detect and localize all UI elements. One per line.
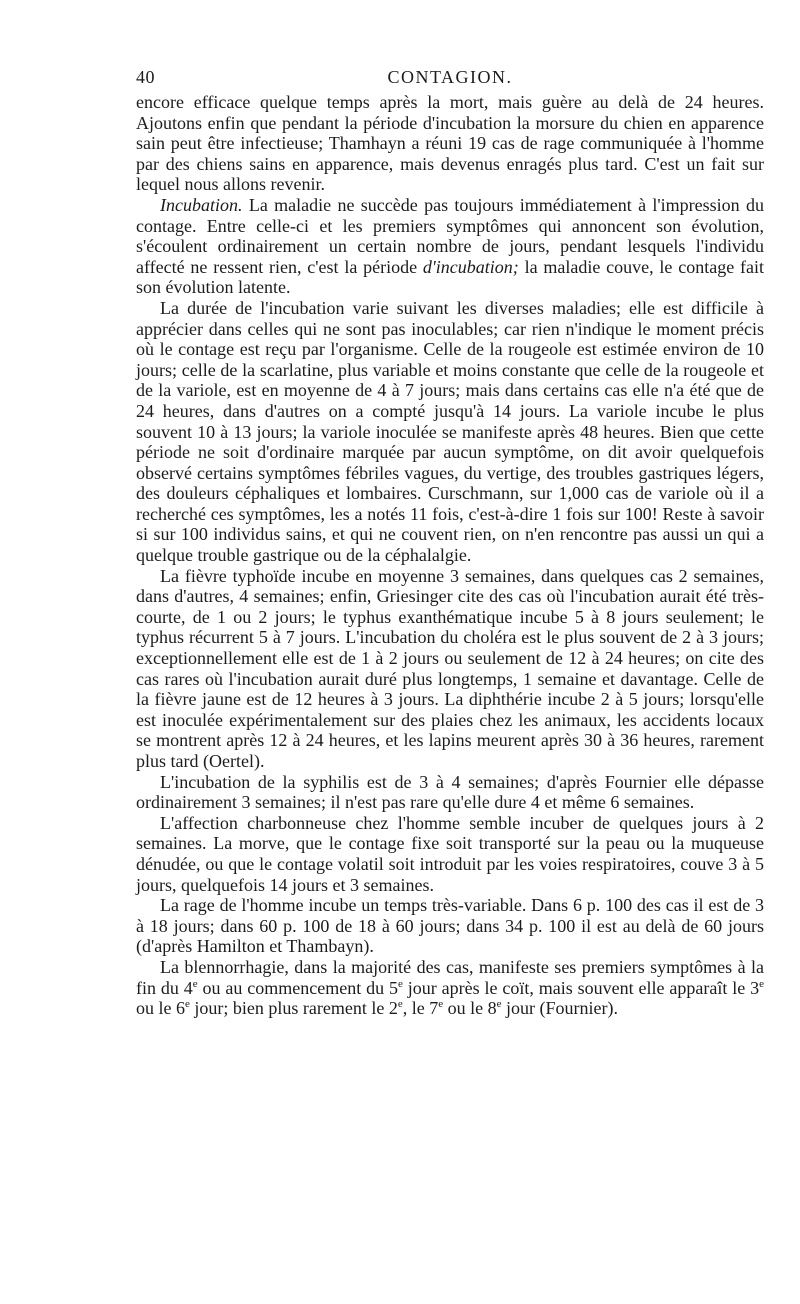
ordinal-suffix: e <box>185 998 190 1011</box>
ordinal-suffix: e <box>759 977 764 990</box>
paragraph-syphilis: L'incubation de la syphilis est de 3 à 4 semaines; d'après Fournier elle dépasse ordinairement 3 semaines; il n'est pas rare qu'elle dure 4 et même 6 semaines. <box>136 771 764 813</box>
text-segment: ou le 8 <box>443 998 497 1019</box>
paragraph-blennorrhagia <box>136 957 764 1019</box>
term-incubation: d'incubation; <box>422 256 519 277</box>
section-heading-incubation: Incubation. <box>160 194 243 215</box>
ordinal-suffix: e <box>192 977 198 990</box>
ordinal-suffix: e <box>438 998 444 1011</box>
text-segment: jour; bien plus rarement le 2 <box>189 998 398 1019</box>
ordinal-suffix: e <box>496 998 502 1011</box>
text-segment: jour (Fournier). <box>501 998 618 1019</box>
paragraph-incubation-definition <box>136 195 764 298</box>
page-number: 40 <box>136 67 155 87</box>
paragraph-text-tail: la maladie couve, le contage fait son évolution latente. <box>136 256 764 298</box>
text-segment: jour après le coït, mais souvent elle apparaît le 3 <box>402 977 760 998</box>
paragraph-text: La maladie ne succède pas toujours immédiatement à l'impression du contage. Entre celle-ci et les premiers symptômes qui annoncent son évolution, s'écoulent ordinairement un certain nombre de jours, pendant lesquels l'individu affecté ne ressent rien, c'est la période <box>136 194 764 277</box>
running-title: CONTAGION. <box>387 67 513 87</box>
paragraph-incubation-durations: La durée de l'incubation varie suivant les diverses maladies; elle est difficile à apprécier dans celles qui ne sont pas inoculables; car rien n'indique le moment précis où le contage est reçu par l'organisme. Celle de la rougeole est estimée environ de 10 jours; celle de la scarlatine, plus variable et moins constante que celle de la rougeole et de la variole, est en moyenne de 4 à 7 jours; mais dans certains cas elle n'a été que de 24 heures, dans d'autres on a compté jusqu'à 14 jours. La variole incube le plus souvent 10 à 13 jours; la variole inoculée se manifeste après 48 heures. Bien que cette période ne soit d'ordinaire marquée par aucun symptôme, on dit avoir quelquefois observé certains symptômes fébriles vagues, du vertige, des troubles gastriques légers, des douleurs céphaliques et lombaires. Curschmann, sur 1,000 cas de variole où il a recherché ces symptômes, les a notés 11 fois, c'est-à-dire 1 fois sur 100! Reste à savoir si sur 100 individus sains, et qui ne couvent rien, on n'en rencontre pas aussi un qui a quelque trouble gastrique ou de la céphalalgie. <box>136 297 764 566</box>
paragraph-rabies-incubation: La rage de l'homme incube un temps très-variable. Dans 6 p. 100 des cas il est de 3 à 18 jours; dans 60 p. 100 de 18 à 60 jours; dans 34 p. 100 il est au delà de 60 jours (d'après Hamilton et Thambayn). <box>136 895 764 957</box>
text-segment: La blennorrhagie, dans la majorité des cas, manifeste ses premiers symptômes à la fin du 4 <box>136 956 764 998</box>
text-segment: ou au commencement du 5 <box>197 977 399 998</box>
text-segment: ou le 6 <box>136 998 185 1019</box>
ordinal-suffix: e <box>398 977 403 990</box>
book-page <box>136 62 764 1019</box>
ordinal-suffix: e <box>397 998 403 1011</box>
paragraph-typhoid-cholera: La fièvre typhoïde incube en moyenne 3 semaines, dans quelques cas 2 semaines, dans d'autres, 4 semaines; enfin, Griesinger cite des cas où l'incubation aurait été très-courte, de 1 ou 2 jours; le typhus exanthématique incube 5 à 8 jours seulement; le typhus récurrent 5 à 7 jours. L'incubation du choléra est le plus souvent de 2 à 3 jours; exceptionnellement elle est de 1 à 2 jours ou seulement de 12 à 24 heures; on cite des cas rares où l'incubation aurait duré plus longtemps, 1 semaine et davantage. Celle de la fièvre jaune est de 12 heures à 3 jours. La diphthérie incube 2 à 5 jours; lorsqu'elle est inoculée expérimentalement sur des plaies chez les animaux, les accidents locaux se montrent après 12 à 24 heures, et les lapins meurent après 30 à 36 heures, rarement plus tard (Oertel). <box>136 565 764 771</box>
paragraph-anthrax-glanders: L'affection charbonneuse chez l'homme semble incuber de quelques jours à 2 semaines. La morve, que le contage fixe soit transporté sur la peau ou la muqueuse dénudée, ou que le contage volatil soit introduit par les voies respiratoires, couve 3 à 5 jours, quelquefois 14 jours et 3 semaines. <box>136 812 764 895</box>
text-segment: , le 7 <box>402 998 439 1019</box>
paragraph-rabies-infectivity: encore efficace quelque temps après la mort, mais guère au delà de 24 heures. Ajoutons enfin que pendant la période d'incubation la morsure du chien en apparence sain peut être infectieuse; Thamhayn a réuni 19 cas de rage communiquée à l'homme par des chiens sains en apparence, mais devenus enragés plus tard. C'est un fait sur lequel nous allons revenir. <box>136 92 764 195</box>
body-text <box>136 92 764 1019</box>
running-head <box>136 62 764 92</box>
